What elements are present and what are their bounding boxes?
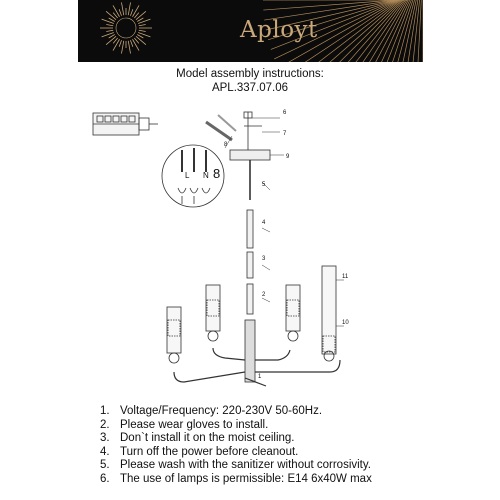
model-number: APL.337.07.06 bbox=[211, 82, 289, 94]
part-label-6: 6 bbox=[283, 110, 287, 116]
brand-header bbox=[78, 0, 423, 62]
part-label-1: 1 bbox=[258, 374, 262, 380]
part-label-9: 9 bbox=[286, 154, 290, 160]
document-title: Model assembly instructions: bbox=[176, 68, 324, 80]
part-label-8: 8 bbox=[224, 142, 228, 148]
part-label-3: 3 bbox=[262, 256, 266, 262]
wiring-label-n: N bbox=[203, 171, 209, 180]
part-label-11: 11 bbox=[342, 274, 349, 280]
assembly-drawing bbox=[0, 95, 500, 400]
ceiling-bracket bbox=[206, 112, 284, 160]
instruction-item: 1. Voltage/Frequency: 220-230V 50-60Hz. bbox=[100, 405, 323, 417]
wiring-count: 8 bbox=[213, 166, 221, 181]
lamp-shades bbox=[167, 266, 344, 363]
instruction-item: 2. Please wear gloves to install. bbox=[100, 418, 269, 431]
instruction-item: 5. Please wash with the sanitizer without corrosivity. bbox=[100, 459, 371, 472]
instructions-list bbox=[100, 405, 372, 487]
central-rod bbox=[245, 160, 270, 382]
part-label-2: 2 bbox=[262, 292, 266, 298]
terminal-block bbox=[93, 113, 158, 135]
part-label-10: 10 bbox=[342, 320, 349, 326]
brand-name: Aployt bbox=[240, 17, 318, 43]
part-label-4: 4 bbox=[262, 220, 266, 226]
wiring-label-l: L bbox=[185, 171, 190, 180]
chandelier-arms bbox=[174, 348, 340, 386]
instruction-item: 3. Don`t install it on the moist ceiling. bbox=[100, 432, 295, 445]
instruction-item: 4. Turn off the power before cleanout. bbox=[100, 445, 299, 458]
instruction-item: 6. The use of lamps is permissible: E14 6x40W max bbox=[100, 472, 372, 485]
part-label-5: 5 bbox=[262, 182, 266, 188]
part-label-7: 7 bbox=[283, 131, 287, 137]
